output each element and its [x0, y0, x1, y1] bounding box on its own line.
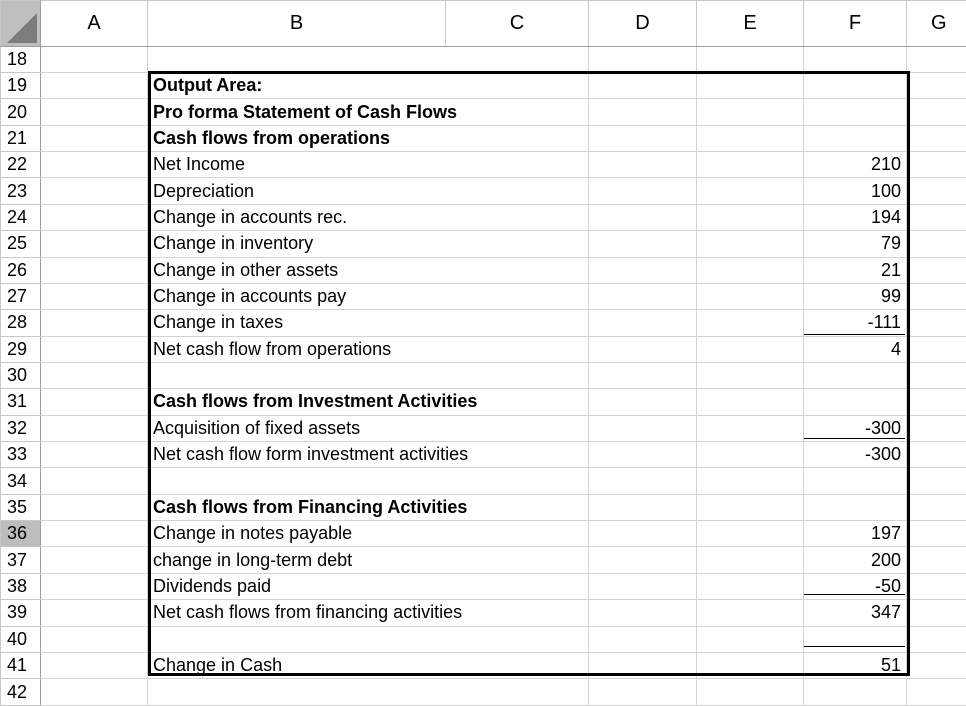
cell-empty[interactable]: [907, 600, 966, 626]
cell-label[interactable]: [148, 362, 589, 388]
cell-empty[interactable]: [907, 204, 966, 230]
cell-empty[interactable]: [907, 125, 966, 151]
row-header[interactable]: 21: [1, 125, 41, 151]
cell-empty[interactable]: [589, 573, 697, 599]
row-header[interactable]: 27: [1, 283, 41, 309]
cell-empty[interactable]: [589, 125, 697, 151]
row-header[interactable]: 42: [1, 679, 41, 706]
cell-empty[interactable]: [41, 231, 148, 257]
cell-empty[interactable]: [697, 204, 804, 230]
sheet-row: [1, 626, 966, 652]
cell-label[interactable]: Depreciation: [148, 178, 589, 204]
cell-empty[interactable]: [907, 468, 966, 494]
cell-empty[interactable]: [907, 178, 966, 204]
cell-empty[interactable]: [41, 204, 148, 230]
cell-empty[interactable]: [907, 415, 966, 441]
cell-empty[interactable]: [697, 652, 804, 678]
row-header[interactable]: 36: [1, 521, 41, 547]
row-header[interactable]: 39: [1, 600, 41, 626]
sheet-row: [1, 99, 966, 125]
cell-empty[interactable]: [697, 389, 804, 415]
cell-value[interactable]: [804, 679, 907, 706]
cell-label[interactable]: Output Area:: [148, 73, 589, 99]
row-header[interactable]: 32: [1, 415, 41, 441]
cell-label[interactable]: [148, 468, 589, 494]
cell-label[interactable]: [148, 46, 589, 72]
sheet-row: [1, 547, 966, 573]
cell-empty[interactable]: [41, 99, 148, 125]
cell-empty[interactable]: [907, 679, 966, 706]
cell-value[interactable]: [804, 362, 907, 388]
sheet-row: [1, 257, 966, 283]
sheet-row: [1, 362, 966, 388]
cell-label[interactable]: Dividends paid: [148, 573, 589, 599]
sheet-row: [1, 46, 966, 72]
cell-label[interactable]: Net cash flows from financing activities: [148, 600, 589, 626]
cell-empty[interactable]: [41, 494, 148, 520]
cell-empty[interactable]: [41, 283, 148, 309]
cell-label[interactable]: Net cash flow form investment activities: [148, 442, 589, 468]
sheet-row: [1, 152, 966, 178]
cell-empty[interactable]: [907, 310, 966, 336]
cell-empty[interactable]: [41, 362, 148, 388]
row-header[interactable]: 19: [1, 73, 41, 99]
cell-value[interactable]: 210: [804, 152, 907, 178]
cell-value[interactable]: -50: [804, 573, 907, 599]
cell-label[interactable]: Change in taxes: [148, 310, 589, 336]
sheet-row: [1, 652, 966, 678]
cell-empty[interactable]: [907, 494, 966, 520]
cell-empty[interactable]: [41, 152, 148, 178]
cell-empty[interactable]: [907, 652, 966, 678]
cell-empty[interactable]: [589, 652, 697, 678]
cell-empty[interactable]: [697, 310, 804, 336]
sheet-row: [1, 336, 966, 362]
cell-label[interactable]: [148, 679, 589, 706]
sheet-row: [1, 600, 966, 626]
cell-empty[interactable]: [697, 231, 804, 257]
row-header[interactable]: 31: [1, 389, 41, 415]
cell-value[interactable]: 100: [804, 178, 907, 204]
cell-empty[interactable]: [697, 626, 804, 652]
cell-empty[interactable]: [697, 494, 804, 520]
row-header[interactable]: 18: [1, 46, 41, 72]
cell-value[interactable]: [804, 389, 907, 415]
cell-empty[interactable]: [907, 389, 966, 415]
cell-empty[interactable]: [697, 336, 804, 362]
cell-empty[interactable]: [907, 573, 966, 599]
cell-empty[interactable]: [41, 310, 148, 336]
cell-empty[interactable]: [907, 73, 966, 99]
row-header[interactable]: 25: [1, 231, 41, 257]
cell-empty[interactable]: [589, 336, 697, 362]
cell-label[interactable]: Cash flows from Financing Activities: [148, 494, 589, 520]
cell-value[interactable]: [804, 494, 907, 520]
sheet-row: [1, 231, 966, 257]
cell-empty[interactable]: [41, 178, 148, 204]
cell-empty[interactable]: [697, 415, 804, 441]
row-header[interactable]: 34: [1, 468, 41, 494]
cell-value[interactable]: 21: [804, 257, 907, 283]
row-header[interactable]: 26: [1, 257, 41, 283]
cell-value[interactable]: 194: [804, 204, 907, 230]
column-header-b[interactable]: B: [148, 1, 446, 47]
cell-empty[interactable]: [41, 336, 148, 362]
row-header[interactable]: 30: [1, 362, 41, 388]
row-header[interactable]: 23: [1, 178, 41, 204]
cell-empty[interactable]: [589, 468, 697, 494]
cell-empty[interactable]: [589, 46, 697, 72]
cell-label[interactable]: Change in accounts rec.: [148, 204, 589, 230]
row-header[interactable]: 29: [1, 336, 41, 362]
cell-label[interactable]: Cash flows from operations: [148, 125, 589, 151]
cell-value[interactable]: 51: [804, 652, 907, 678]
cell-empty[interactable]: [41, 415, 148, 441]
cell-empty[interactable]: [907, 336, 966, 362]
cell-value[interactable]: [804, 626, 907, 652]
cell-empty[interactable]: [697, 521, 804, 547]
cell-value[interactable]: [804, 46, 907, 72]
cell-empty[interactable]: [41, 442, 148, 468]
cell-empty[interactable]: [41, 46, 148, 72]
cell-value[interactable]: 200: [804, 547, 907, 573]
cell-label[interactable]: Pro forma Statement of Cash Flows: [148, 99, 589, 125]
cell-empty[interactable]: [907, 362, 966, 388]
column-header-d[interactable]: D: [589, 1, 697, 47]
cell-value[interactable]: 99: [804, 283, 907, 309]
row-header[interactable]: 37: [1, 547, 41, 573]
cell-empty[interactable]: [589, 362, 697, 388]
column-header-row: [1, 1, 966, 47]
cell-empty[interactable]: [589, 310, 697, 336]
cell-empty[interactable]: [907, 257, 966, 283]
cell-empty[interactable]: [697, 547, 804, 573]
sheet-row: [1, 679, 966, 706]
cell-empty[interactable]: [589, 442, 697, 468]
sheet-row: [1, 468, 966, 494]
cell-empty[interactable]: [589, 257, 697, 283]
cell-empty[interactable]: [697, 99, 804, 125]
cell-label[interactable]: Cash flows from Investment Activities: [148, 389, 589, 415]
cell-value[interactable]: [804, 125, 907, 151]
cell-empty[interactable]: [589, 494, 697, 520]
column-header-a[interactable]: A: [41, 1, 148, 47]
cell-empty[interactable]: [697, 257, 804, 283]
sheet-row: [1, 389, 966, 415]
cell-empty[interactable]: [907, 547, 966, 573]
cell-empty[interactable]: [907, 442, 966, 468]
cell-empty[interactable]: [589, 152, 697, 178]
cell-label[interactable]: Change in Cash: [148, 652, 589, 678]
sheet-row: [1, 521, 966, 547]
cell-value[interactable]: -300: [804, 442, 907, 468]
cell-empty[interactable]: [589, 389, 697, 415]
cell-label[interactable]: Net Income: [148, 152, 589, 178]
cell-empty[interactable]: [907, 626, 966, 652]
cell-label[interactable]: change in long-term debt: [148, 547, 589, 573]
cell-empty[interactable]: [41, 257, 148, 283]
cell-empty[interactable]: [697, 178, 804, 204]
cell-empty[interactable]: [589, 600, 697, 626]
column-header-f[interactable]: F: [804, 1, 907, 47]
cell-empty[interactable]: [589, 521, 697, 547]
cell-value[interactable]: -300: [804, 415, 907, 441]
cell-empty[interactable]: [907, 521, 966, 547]
cell-empty[interactable]: [697, 442, 804, 468]
cell-value[interactable]: -111: [804, 310, 907, 336]
column-header-c[interactable]: C: [446, 1, 589, 47]
cell-value[interactable]: [804, 468, 907, 494]
row-header[interactable]: 33: [1, 442, 41, 468]
cell-empty[interactable]: [589, 679, 697, 706]
cell-empty[interactable]: [697, 573, 804, 599]
cell-empty[interactable]: [41, 600, 148, 626]
row-header[interactable]: 41: [1, 652, 41, 678]
row-header[interactable]: 24: [1, 204, 41, 230]
cell-label[interactable]: Net cash flow from operations: [148, 336, 589, 362]
cell-empty[interactable]: [697, 362, 804, 388]
cell-empty[interactable]: [697, 46, 804, 72]
select-all-corner[interactable]: [1, 1, 41, 47]
sheet-row: [1, 73, 966, 99]
cell-label[interactable]: Change in notes payable: [148, 521, 589, 547]
cell-empty[interactable]: [907, 231, 966, 257]
cell-empty[interactable]: [697, 468, 804, 494]
cell-empty[interactable]: [589, 178, 697, 204]
cell-empty[interactable]: [41, 547, 148, 573]
sheet-row: [1, 204, 966, 230]
cell-value[interactable]: [804, 73, 907, 99]
sheet-row: [1, 178, 966, 204]
cell-empty[interactable]: [41, 573, 148, 599]
cell-empty[interactable]: [907, 46, 966, 72]
cell-value[interactable]: 4: [804, 336, 907, 362]
row-header[interactable]: 22: [1, 152, 41, 178]
cell-empty[interactable]: [41, 468, 148, 494]
cell-empty[interactable]: [697, 125, 804, 151]
cell-value[interactable]: 79: [804, 231, 907, 257]
cell-empty[interactable]: [589, 626, 697, 652]
sheet-row: [1, 494, 966, 520]
cell-empty[interactable]: [41, 73, 148, 99]
sheet-row: [1, 415, 966, 441]
cell-empty[interactable]: [589, 547, 697, 573]
cell-empty[interactable]: [589, 204, 697, 230]
cell-label[interactable]: Acquisition of fixed assets: [148, 415, 589, 441]
cell-empty[interactable]: [589, 415, 697, 441]
cell-empty[interactable]: [697, 73, 804, 99]
row-header[interactable]: 40: [1, 626, 41, 652]
cell-label[interactable]: Change in inventory: [148, 231, 589, 257]
cell-value[interactable]: 197: [804, 521, 907, 547]
cell-empty[interactable]: [589, 283, 697, 309]
cell-empty[interactable]: [697, 600, 804, 626]
cell-empty[interactable]: [41, 125, 148, 151]
sheet-row: [1, 442, 966, 468]
row-header[interactable]: 28: [1, 310, 41, 336]
cell-empty[interactable]: [907, 152, 966, 178]
row-header[interactable]: 35: [1, 494, 41, 520]
cell-value[interactable]: [804, 99, 907, 125]
cell-empty[interactable]: [41, 679, 148, 706]
cell-label[interactable]: Change in accounts pay: [148, 283, 589, 309]
cell-empty[interactable]: [589, 73, 697, 99]
sheet-row: [1, 125, 966, 151]
sheet-row: [1, 283, 966, 309]
cell-label[interactable]: [148, 626, 589, 652]
cell-empty[interactable]: [697, 679, 804, 706]
cell-label[interactable]: Change in other assets: [148, 257, 589, 283]
cell-empty[interactable]: [697, 283, 804, 309]
cell-empty[interactable]: [589, 231, 697, 257]
cell-empty[interactable]: [41, 521, 148, 547]
column-header-e[interactable]: E: [697, 1, 804, 47]
cell-empty[interactable]: [41, 652, 148, 678]
row-header[interactable]: 20: [1, 99, 41, 125]
cell-empty[interactable]: [907, 99, 966, 125]
cell-empty[interactable]: [41, 389, 148, 415]
sheet-row: [1, 310, 966, 336]
cell-value[interactable]: 347: [804, 600, 907, 626]
cell-empty[interactable]: [589, 99, 697, 125]
cell-empty[interactable]: [41, 626, 148, 652]
cell-empty[interactable]: [697, 152, 804, 178]
row-header[interactable]: 38: [1, 573, 41, 599]
cell-empty[interactable]: [907, 283, 966, 309]
sheet-row: [1, 573, 966, 599]
column-header-g[interactable]: G: [907, 1, 966, 47]
